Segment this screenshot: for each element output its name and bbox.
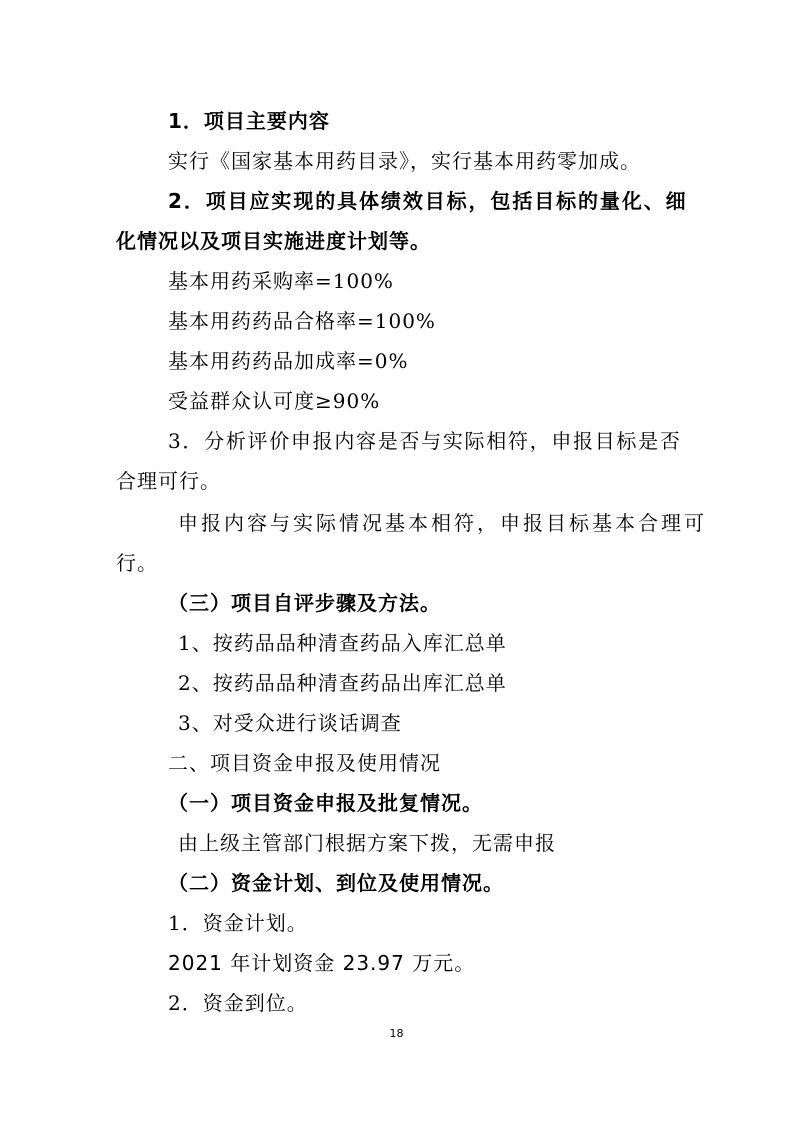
indicator-item: 基本用药药品加成率=0% [168, 349, 409, 373]
step-item: 1、按药品品种清查药品入库汇总单 [178, 631, 507, 655]
page-number: 18 [389, 1027, 404, 1040]
section-heading-steps: （三）项目自评步骤及方法。 [168, 591, 441, 615]
step-item: 3、对受众进行谈话调查 [178, 711, 402, 735]
step-item: 2、按药品品种清查药品出库汇总单 [178, 671, 507, 695]
section-heading-plan: （二）资金计划、到位及使用情况。 [168, 871, 504, 895]
subheading-fund-plan: 1．资金计划。 [168, 911, 308, 935]
paragraph: 2021 年计划资金 23.97 万元。 [168, 951, 476, 975]
indicator-item: 基本用药采购率=100% [168, 269, 394, 293]
paragraph: 由上级主管部门根据方案下拨，无需申报 [178, 831, 556, 855]
heading-performance-goals-cont: 化情况以及项目实施进度计划等。 [116, 229, 431, 253]
section-heading-application: （一）项目资金申报及批复情况。 [168, 791, 483, 815]
indicator-item: 基本用药药品合格率=100% [168, 309, 436, 333]
paragraph: 申报内容与实际情况基本相符，申报目标基本合理可 [178, 511, 707, 535]
heading-performance-goals: 2．项目应实现的具体绩效目标，包括目标的量化、细 [168, 189, 688, 213]
indicator-item: 受益群众认可度≥90% [168, 389, 381, 413]
chapter-heading-funds: 二、项目资金申报及使用情况 [168, 751, 441, 775]
paragraph-cont: 行。 [116, 551, 158, 575]
paragraph-cont: 合理可行。 [116, 469, 221, 493]
subheading-fund-arrival: 2．资金到位。 [168, 991, 308, 1015]
paragraph: 实行《国家基本用药目录》，实行基本用药零加成。 [168, 149, 641, 173]
paragraph: 3．分析评价申报内容是否与实际相符，申报目标是否 [168, 429, 682, 453]
heading-project-content: 1．项目主要内容 [168, 109, 330, 133]
